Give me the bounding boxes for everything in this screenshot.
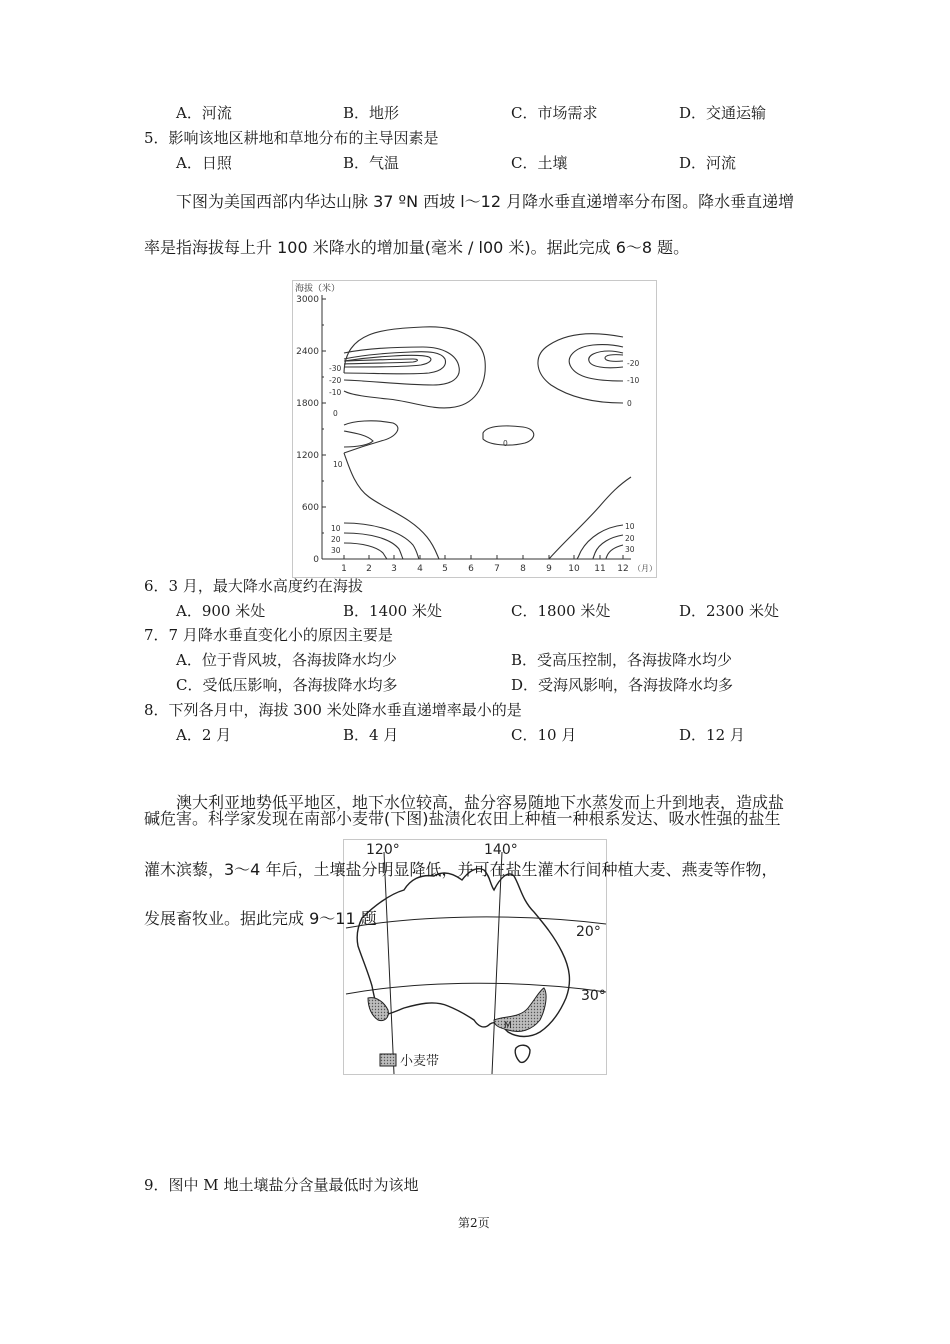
q4-option-b: B．地形 (343, 104, 400, 122)
contour-label: 30 (331, 546, 341, 555)
x-tick-label: 10 (568, 564, 580, 574)
q7-option-d: D．受海风影响，各海拔降水均多 (511, 676, 734, 694)
x-tick-label: 1 (341, 564, 347, 574)
contour-label: 20 (625, 534, 635, 543)
contour-bl-10 (344, 523, 419, 559)
contour-label: 10 (625, 522, 635, 531)
contour-label: -10 (329, 388, 342, 397)
y-tick-label: 1200 (296, 451, 319, 461)
legend-label: 小麦带 (400, 1054, 440, 1069)
contour-label: -20 (329, 376, 342, 385)
latitude-30-line (346, 983, 606, 994)
intro2-line4: 发展畜牧业。据此完成 9～11 题 (144, 909, 377, 928)
q6-option-a: A．900 米处 (176, 602, 266, 620)
x-tick-label: 5 (442, 564, 448, 574)
y-axis-title: 海拔（米） (295, 284, 341, 294)
q6-stem: 6．3 月，最大降水高度约在海拔 (144, 577, 363, 595)
x-tick-label: 9 (546, 564, 552, 574)
precip-rate-chart (293, 281, 656, 577)
q4-option-c: C．市场需求 (511, 104, 598, 122)
tasmania-outline (515, 1045, 530, 1062)
contour-label: 0 (503, 439, 508, 448)
q4-option-d: D．交通运输 (679, 104, 767, 122)
contour-bl-30 (344, 543, 387, 559)
contour-right-30 (605, 355, 623, 362)
contour-label: -10 (627, 376, 640, 385)
q5-option-b: B．气温 (343, 154, 400, 172)
x-tick-label: 6 (468, 564, 474, 574)
y-tick-label: 0 (313, 555, 319, 565)
contour-label: 10 (331, 524, 341, 533)
y-tick-label: 3000 (296, 295, 319, 305)
contour-right-0 (538, 334, 623, 403)
q8-option-b: B．4 月 (343, 726, 399, 744)
intro2-line1: 澳大利亚地势低平地区，地下水位较高，盐分容易随地下水蒸发而上升到地表，造成盐 (176, 793, 785, 812)
q4-option-a: A．河流 (176, 104, 232, 122)
q7-option-a: A．位于背风坡，各海拔降水均少 (176, 651, 397, 669)
contour-left-mid-outer (344, 421, 398, 453)
contour-label: -30 (329, 364, 342, 373)
y-tick-label: 600 (301, 503, 319, 513)
q8-option-d: D．12 月 (679, 726, 745, 744)
precip-rate-figure (292, 280, 657, 578)
contour-br-20 (593, 535, 623, 559)
latitude-20-label: 20° (576, 924, 601, 940)
longitude-140-label: 140° (484, 842, 518, 858)
y-tick-marks (322, 299, 326, 533)
x-tick-label: 2 (366, 564, 372, 574)
x-tick-label: 3 (391, 564, 397, 574)
q5-option-d: D．河流 (679, 154, 737, 172)
contour-label: 30 (625, 545, 635, 554)
q9-stem: 9．图中 M 地土壤盐分含量最低时为该地 (144, 1176, 419, 1194)
q5-option-c: C．土壤 (511, 154, 568, 172)
wheat-belt-west (368, 998, 388, 1021)
q6-option-b: B．1400 米处 (343, 602, 442, 620)
x-tick-label: 8 (520, 564, 526, 574)
intro2-line3: 灌木滨藜，3～4 年后，土壤盐分明显降低，并可在盐生灌木行间种植大麦、燕麦等作物， (144, 860, 778, 879)
x-tick-label: 11 (594, 564, 606, 574)
q8-option-c: C．10 月 (511, 726, 577, 744)
contour-label: 10 (333, 460, 343, 469)
contour-center-0 (483, 426, 534, 445)
intro1-line2: 率是指海拔每上升 100 米降水的增加量(毫米 / l00 米)。据此完成 6～8 题。 (144, 238, 690, 257)
longitude-120-line (384, 852, 394, 1074)
x-tick-label: 7 (494, 564, 500, 574)
q8-stem: 8．下列各月中，海拔 300 米处降水垂直递增率最小的是 (144, 701, 522, 719)
legend-swatch (380, 1054, 396, 1066)
contour-br-30 (606, 545, 623, 559)
intro1-line1: 下图为美国西部内华达山脉 37 ºN 西坡 l～12 月降水垂直递增率分布图。降水垂直递增 (176, 192, 795, 211)
wheat-belt-southeast (494, 988, 546, 1032)
x-tick-label: 4 (417, 564, 423, 574)
x-tick-label: 12 (617, 564, 629, 574)
q6-option-c: C．1800 米处 (511, 602, 611, 620)
page-number: 第2页 (458, 1216, 490, 1230)
y-tick-label: 1800 (296, 399, 319, 409)
contour-label: 0 (333, 409, 338, 418)
q8-option-a: A．2 月 (176, 726, 232, 744)
contour-br-10 (577, 525, 623, 559)
region-m-label: M (504, 1021, 512, 1031)
latitude-20-line (346, 917, 606, 928)
y-tick-label: 2400 (296, 347, 319, 357)
x-unit-label: （月） (633, 564, 656, 573)
contour-lines (344, 327, 631, 559)
contour-right-10 (569, 345, 623, 381)
q5-option-a: A．日照 (176, 154, 232, 172)
latitude-30-label: 30° (581, 988, 606, 1004)
q5-stem: 5．影响该地区耕地和草地分布的主导因素是 (144, 129, 439, 147)
longitude-120-label: 120° (366, 842, 400, 858)
contour-label: 0 (627, 399, 632, 408)
contour-label: 20 (331, 535, 341, 544)
contour-label: -20 (627, 359, 640, 368)
q6-option-d: D．2300 米处 (679, 602, 779, 620)
intro2-line2: 碱危害。科学家发现在南部小麦带(下图)盐渍化农田上种植一种根系发达、吸水性强的盐生 (144, 809, 781, 828)
q7-option-b: B．受高压控制，各海拔降水均少 (511, 651, 733, 669)
q7-stem: 7．7 月降水垂直变化小的原因主要是 (144, 626, 393, 644)
q7-option-c: C．受低压影响，各海拔降水均多 (176, 676, 398, 694)
